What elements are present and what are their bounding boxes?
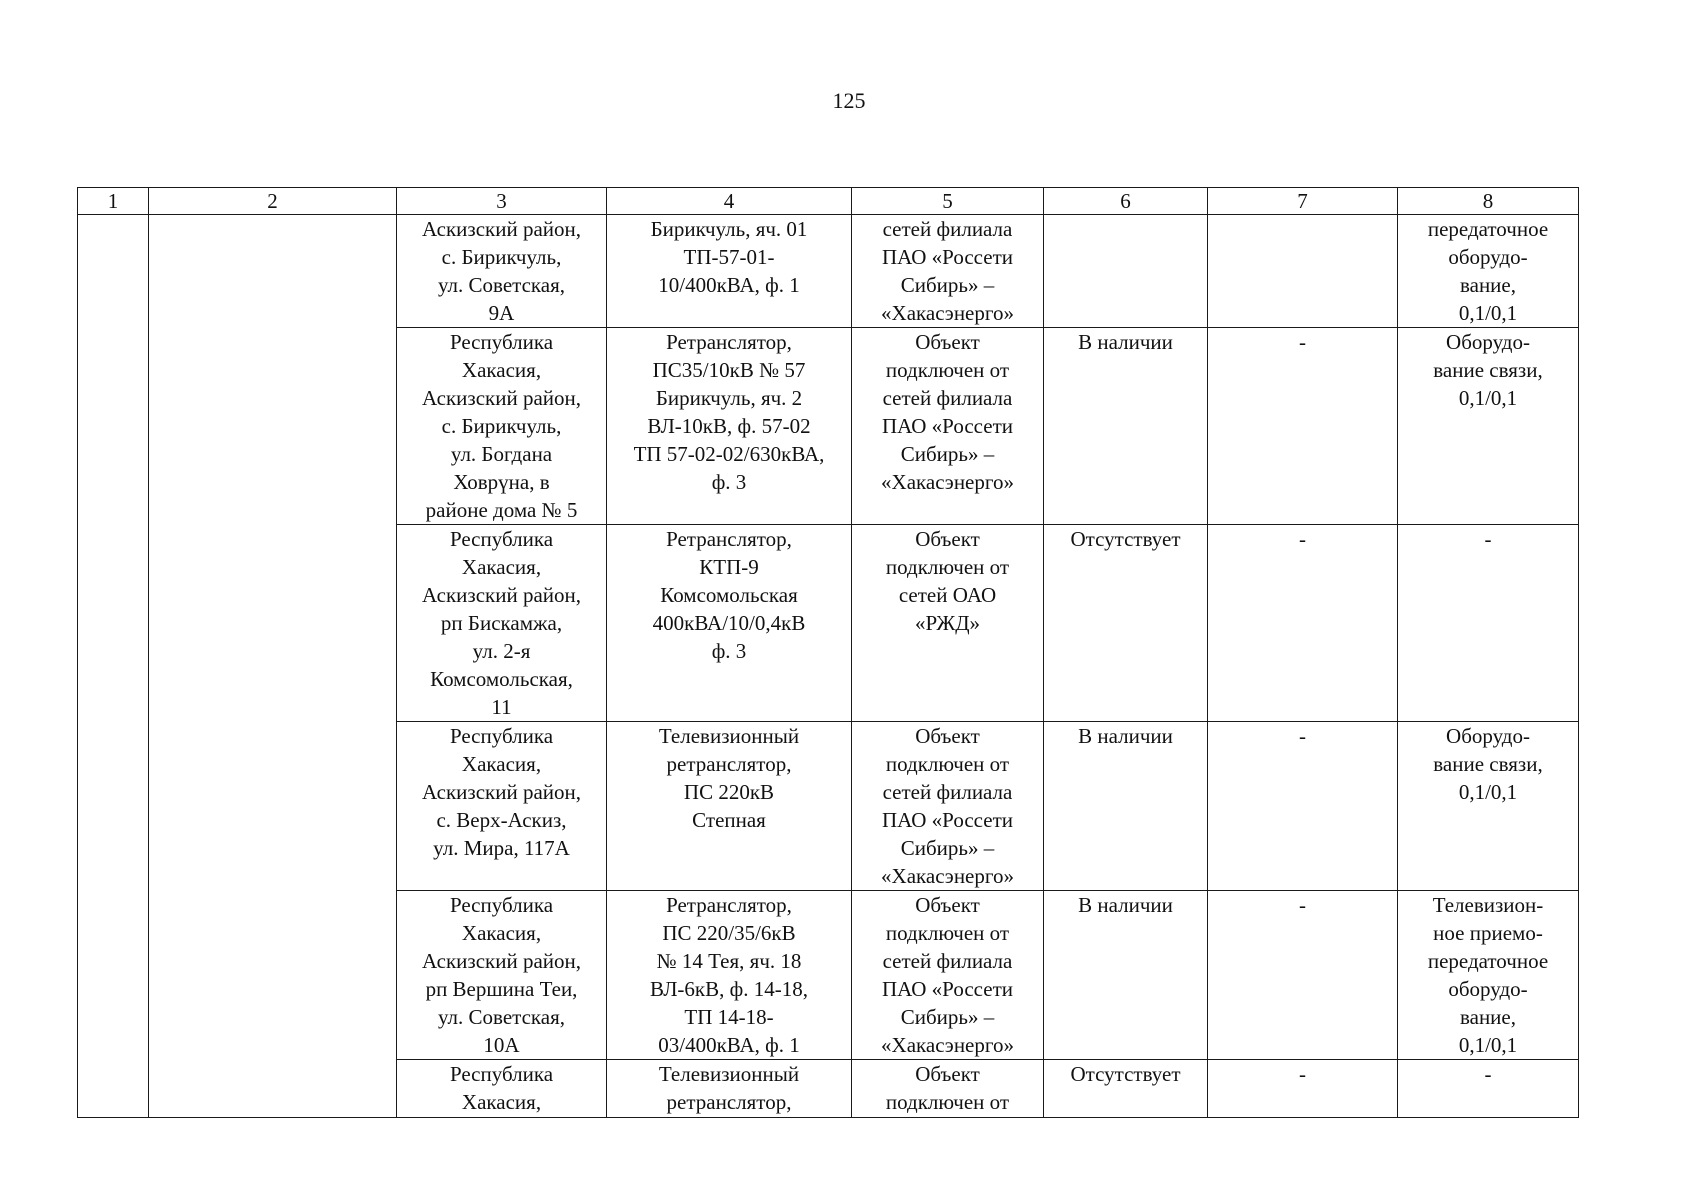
header-row [78, 188, 1579, 215]
cell-availability: В наличии [1044, 328, 1208, 525]
column-header-6: 6 [1044, 188, 1208, 215]
cell-col-7: - [1208, 328, 1398, 525]
cell-col-7 [1208, 215, 1398, 328]
cell-address: Аскизский район, с. Бирикчуль, ул. Советская, 9А [397, 215, 607, 328]
cell-object: Телевизионный ретранслятор, ПС 220кВ Степная [607, 722, 852, 891]
cell-connection: Объект подключен от сетей филиала ПАО «Россети Сибирь» – «Хакасэнерго» [852, 328, 1044, 525]
cell-object: Ретранслятор, ПС 220/35/6кВ № 14 Тея, яч. 18 ВЛ-6кВ, ф. 14-18, ТП 14-18- 03/400кВА, ф. 1 [607, 891, 852, 1060]
column-header-4: 4 [607, 188, 852, 215]
cell-equipment: Оборудо- вание связи, 0,1/0,1 [1398, 722, 1579, 891]
cell-address: Республика Хакасия, Аскизский район, с. Верх-Аскиз, ул. Мира, 117А [397, 722, 607, 891]
column-header-8: 8 [1398, 188, 1579, 215]
cell-col-7: - [1208, 1060, 1398, 1118]
cell-equipment: - [1398, 1060, 1579, 1118]
cell-equipment: Телевизион- ное приемо- передаточное оборудо- вание, 0,1/0,1 [1398, 891, 1579, 1060]
cell-equipment: Оборудо- вание связи, 0,1/0,1 [1398, 328, 1579, 525]
cell-availability: Отсутствует [1044, 525, 1208, 722]
column-header-5: 5 [852, 188, 1044, 215]
cell-availability: В наличии [1044, 722, 1208, 891]
cell-object: Ретранслятор, ПС35/10кВ № 57 Бирикчуль, яч. 2 ВЛ-10кВ, ф. 57-02 ТП 57-02-02/630кВА, ф. 3 [607, 328, 852, 525]
cell-col-7: - [1208, 891, 1398, 1060]
cell-object: Телевизионный ретранслятор, [607, 1060, 852, 1118]
cell-col-7: - [1208, 722, 1398, 891]
cell-connection: Объект подключен от [852, 1060, 1044, 1118]
cell-object: Бирикчуль, яч. 01 ТП-57-01- 10/400кВА, ф. 1 [607, 215, 852, 328]
table-row [78, 215, 1579, 328]
column-header-1: 1 [78, 188, 149, 215]
document-table [77, 187, 1579, 1118]
cell-connection: Объект подключен от сетей филиала ПАО «Россети Сибирь» – «Хакасэнерго» [852, 891, 1044, 1060]
column-header-3: 3 [397, 188, 607, 215]
cell-availability [1044, 215, 1208, 328]
cell-address: Республика Хакасия, Аскизский район, рп Бискамжа, ул. 2-я Комсомольская, 11 [397, 525, 607, 722]
cell-object: Ретранслятор, КТП-9 Комсомольская 400кВА/10/0,4кВ ф. 3 [607, 525, 852, 722]
cell-col-1 [78, 215, 149, 1118]
cell-availability: В наличии [1044, 891, 1208, 1060]
cell-col-7: - [1208, 525, 1398, 722]
cell-availability: Отсутствует [1044, 1060, 1208, 1118]
cell-connection: Объект подключен от сетей ОАО «РЖД» [852, 525, 1044, 722]
cell-address: Республика Хакасия, Аскизский район, рп Вершина Теи, ул. Советская, 10А [397, 891, 607, 1060]
column-header-7: 7 [1208, 188, 1398, 215]
cell-col-2 [149, 215, 397, 1118]
cell-connection: Объект подключен от сетей филиала ПАО «Россети Сибирь» – «Хакасэнерго» [852, 722, 1044, 891]
cell-equipment: передаточное оборудо- вание, 0,1/0,1 [1398, 215, 1579, 328]
cell-connection: сетей филиала ПАО «Россети Сибирь» – «Хакасэнерго» [852, 215, 1044, 328]
cell-equipment: - [1398, 525, 1579, 722]
cell-address: Республика Хакасия, Аскизский район, с. Бирикчуль, ул. Богдана Ховрүна, в районе дома № 5 [397, 328, 607, 525]
page-number: 125 [832, 88, 866, 113]
cell-address: Республика Хакасия, [397, 1060, 607, 1118]
column-header-2: 2 [149, 188, 397, 215]
